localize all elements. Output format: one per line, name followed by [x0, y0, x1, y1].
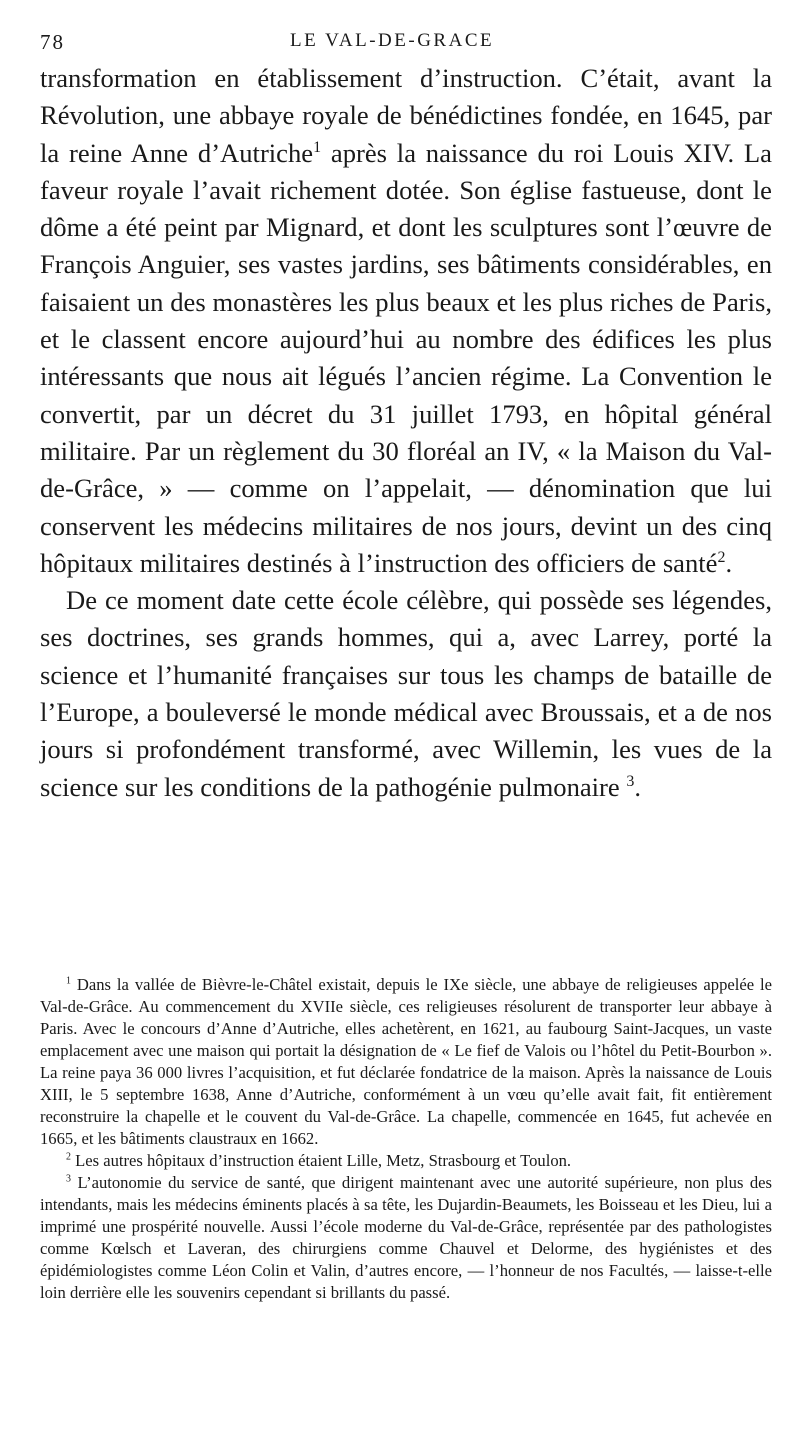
page-number: 78 — [40, 30, 65, 54]
footnote-3-marker: 3 — [66, 1173, 71, 1185]
paragraph-1-end: . — [725, 547, 733, 578]
body-paragraph-1 — [40, 60, 772, 582]
footnote-3-text: L’autonomie du service de santé, que dirigent maintenant avec une autorité supérieure, non plus des intendants, mais les médecins éminents placés à sa tête, les Dujardin-Beaumets, les Boisseau et les Dieu, lui a imprimé une prospérité nouvelle. Aussi l’école moderne du Val-de-Grâce, représentée par des pathologistes comme Kœlsch et Laveran, des chirurgiens comme Chauvel et Delorme, des hygiénistes et des épidémiologistes comme Léon Colin et Valin, d’autres encore, — l’honneur de nos Facultés, — laisse-t-elle loin derrière elle les souvenirs cependant si brillants du passé. — [40, 1173, 772, 1302]
running-title: LE VAL-DE-GRACE — [290, 30, 495, 51]
footnote-1 — [40, 974, 772, 1150]
footnotes — [40, 974, 772, 1304]
footnote-ref-3: 3 — [626, 772, 635, 790]
footnote-1-text: Dans la vallée de Bièvre-le-Châtel existait, depuis le IXe siècle, une abbaye de religieuses appelée le Val-de-Grâce. Au commencement du XVIIe siècle, ces religieuses résolurent de transporter leur abbaye à Paris. Avec le concours d’Anne d’Autriche, elles achetèrent, en 1621, au faubourg Saint-Jacques, un vaste emplacement avec une maison qui portait la désignation de « Le fief de Valois ou l’hôtel du Petit-Bourbon ». La reine paya 36 000 livres l’acquisition, et fut déclarée fondatrice de la maison. Après la naissance de Louis XIII, le 5 septembre 1638, Anne d’Autriche, conformément à un vœu qu’elle avait fait, fit entièrement reconstruire la chapelle et le couvent du Val-de-Grâce. La chapelle, commencée en 1645, fut achevée en 1665, et les bâtiments claustraux en 1662. — [40, 975, 772, 1148]
paragraph-2-end: . — [634, 771, 642, 802]
footnote-ref-2: 2 — [717, 549, 726, 566]
body-paragraph-2 — [40, 582, 772, 806]
footnote-ref-1: 1 — [313, 138, 322, 156]
footnote-3 — [40, 1172, 772, 1304]
footnote-2-text: Les autres hôpitaux d’instruction étaient Lille, Metz, Strasbourg et Toulon. — [70, 1151, 572, 1170]
main-text — [40, 60, 772, 806]
footnote-2-marker: 2 — [66, 1151, 71, 1163]
running-head — [40, 26, 772, 60]
footnote-1-marker: 1 — [66, 975, 71, 987]
paragraph-1-continuation: après la naissance du roi Louis XIV. La faveur royale l’avait richement dotée. Son église fastueuse, dont le dôme a été peint par Mignard, et dont les sculptures sont l’œuvre de François Anguier, ses vastes jardins, ses bâtiments considérables, en faisaient un des monastères les plus beaux et les plus riches de Paris, et le classent encore aujourd’hui au nombre des édifices les plus intéressants que nous ait légués l’ancien régime. La Convention le convertit, par un décret du 31 juillet 1793, en hôpital général militaire. Par un règlement du 30 floréal an IV, « la Maison du Val-de-Grâce, » — comme on l’appelait, — dénomination que lui conservent les médecins militaires de nos jours, devint un des cinq hôpitaux militaires destinés à l’instruction des officiers de santé — [40, 137, 772, 578]
paragraph-2-text: De ce moment date cette école célèbre, qui possède ses légendes, ses doctrines, ses grands hommes, qui a, avec Larrey, porté la science et l’humanité françaises sur tous les champs de bataille de l’Europe, a bouleversé le monde médical avec Broussais, et a de nos jours si profondément transformé, avec Willemin, les vues de la science sur les conditions de la pathogénie pulmonaire — [40, 585, 772, 802]
paragraph-1-text: transformation en établissement d’instruction. C’était, avant la Révolution, une abbaye royale de bénédictines fondée, en 1645, par la reine Anne d’Autriche — [40, 63, 772, 168]
footnote-2 — [40, 1150, 772, 1172]
